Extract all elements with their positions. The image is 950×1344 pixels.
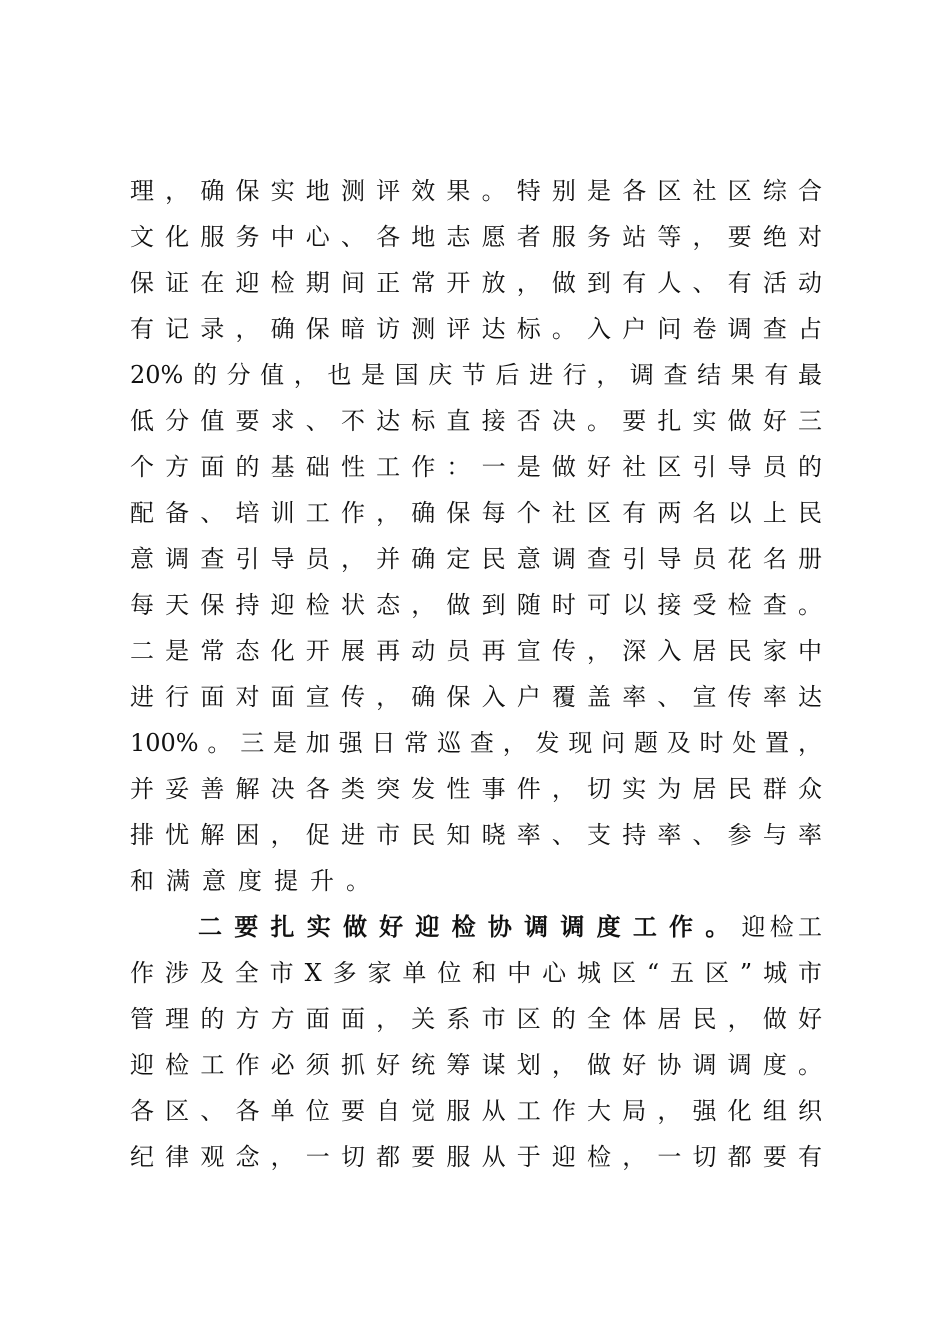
text-line: 迎检工作必须抓好统筹谋划，做好协调调度。 — [130, 1051, 822, 1079]
text-line: 排忧解困，促进市民知晓率、支持率、参与率 — [130, 821, 822, 849]
text-line: 意调查引导员，并确定民意调查引导员花名册 — [130, 545, 822, 573]
text-line: 进行面对面宣传，确保入户覆盖率、宣传率达 — [130, 683, 822, 711]
text-run: 迎检工 — [741, 913, 823, 941]
text-line: 各区、各单位要自觉服从工作大局，强化组织 — [130, 1097, 822, 1125]
text-line: 有记录，确保暗访测评达标。入户问卷调查占 — [130, 315, 822, 343]
text-line: 保证在迎检期间正常开放，做到有人、有活动 — [130, 269, 822, 297]
text-line: 20%的分值，也是国庆节后进行，调查结果有最 — [130, 361, 822, 389]
body-text — [130, 168, 830, 1180]
text-line: 管理的方方面面，关系市区的全体居民，做好 — [130, 1005, 822, 1033]
text-line: 每天保持迎检状态，做到随时可以接受检查。 — [130, 591, 822, 619]
text-line: 文化服务中心、各地志愿者服务站等，要绝对 — [130, 223, 822, 251]
text-line: 配备、培训工作，确保每个社区有两名以上民 — [130, 499, 822, 527]
section-heading: 二要扎实做好迎检协调调度工作。 — [198, 912, 742, 941]
text-line: 理，确保实地测评效果。特别是各区社区综合 — [130, 177, 822, 205]
text-line: 作涉及全市X多家单位和中心城区“五区”城市 — [130, 959, 822, 987]
text-line: 和满意度提升。 — [130, 867, 382, 895]
text-line: 二是常态化开展再动员再宣传，深入居民家中 — [130, 637, 822, 665]
paragraph-first-line — [130, 904, 822, 950]
text-line: 个方面的基础性工作：一是做好社区引导员的 — [130, 453, 822, 481]
text-line: 低分值要求、不达标直接否决。要扎实做好三 — [130, 407, 822, 435]
text-line: 100%。三是加强日常巡查，发现问题及时处置， — [130, 729, 822, 757]
text-line: 纪律观念，一切都要服从于迎检，一切都要有 — [130, 1143, 822, 1171]
text-line: 并妥善解决各类突发性事件，切实为居民群众 — [130, 775, 822, 803]
